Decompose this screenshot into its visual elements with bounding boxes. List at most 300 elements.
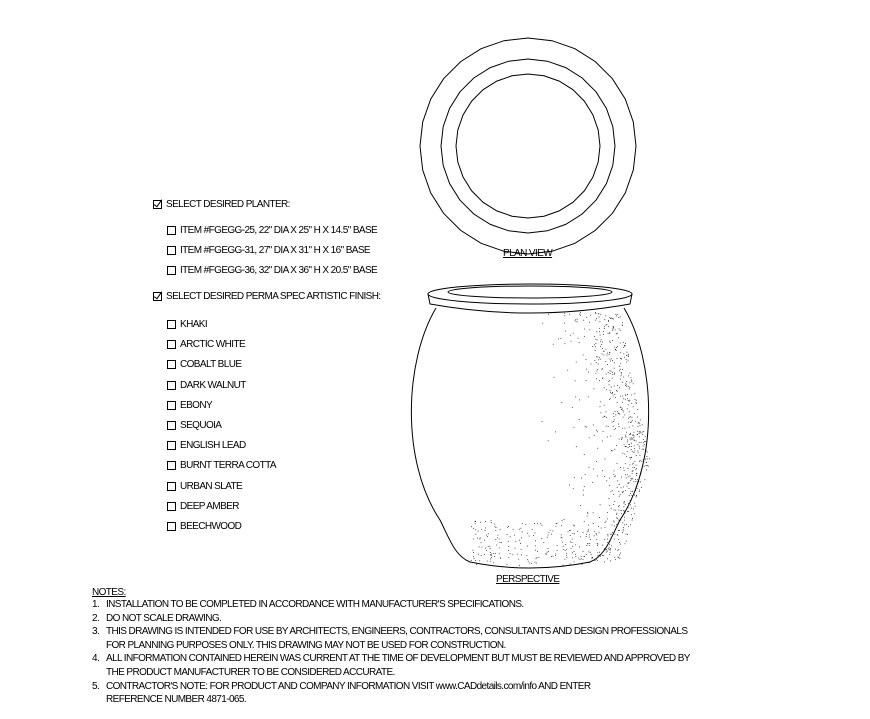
stipple-dot bbox=[622, 522, 623, 523]
stipple-dot bbox=[596, 356, 597, 357]
stipple-dot bbox=[514, 535, 515, 536]
stipple-dot bbox=[575, 321, 576, 322]
stipple-dot bbox=[488, 546, 489, 547]
stipple-dot bbox=[473, 539, 474, 540]
stipple-dot bbox=[597, 543, 598, 544]
option-checkbox[interactable] bbox=[167, 320, 176, 329]
stipple-dot bbox=[628, 507, 629, 508]
stipple-dot bbox=[586, 359, 587, 360]
stipple-dot bbox=[618, 539, 619, 540]
stipple-dot bbox=[585, 474, 586, 475]
planter-body bbox=[411, 308, 648, 568]
stipple-dot bbox=[614, 539, 615, 540]
stipple-dot bbox=[625, 385, 626, 386]
stipple-dot bbox=[611, 318, 612, 319]
stipple-dot bbox=[620, 553, 621, 554]
stipple-dot bbox=[486, 535, 487, 536]
stipple-dot bbox=[579, 342, 580, 343]
stipple-dot bbox=[553, 344, 554, 345]
option-checkbox[interactable] bbox=[167, 441, 176, 450]
notes-title: NOTES: bbox=[92, 587, 126, 598]
stipple-dot bbox=[609, 505, 610, 506]
stipple-dot bbox=[491, 555, 492, 556]
stipple-dot bbox=[634, 451, 635, 452]
stipple-dot bbox=[632, 439, 633, 440]
stipple-dot bbox=[608, 326, 609, 327]
stipple-dot bbox=[608, 321, 609, 322]
option-label: ITEM #FGEGG-36, 32" DIA X 36" H X 20.5" BASE bbox=[180, 265, 378, 277]
stipple-dot bbox=[596, 534, 597, 535]
stipple-dot bbox=[564, 315, 565, 316]
stipple-dot bbox=[612, 360, 613, 361]
stipple-dot bbox=[584, 454, 585, 455]
stipple-dot bbox=[586, 536, 587, 537]
stipple-dot bbox=[623, 398, 624, 399]
stipple-dot bbox=[508, 550, 509, 551]
stipple-dot bbox=[612, 340, 613, 341]
option-label: EBONY bbox=[180, 399, 213, 411]
stipple-dot bbox=[535, 546, 536, 547]
stipple-dot bbox=[597, 557, 598, 558]
stipple-dot bbox=[622, 409, 623, 410]
option-checkbox[interactable] bbox=[167, 421, 176, 430]
stipple-dot bbox=[614, 368, 615, 369]
stipple-dot bbox=[572, 539, 573, 540]
stipple-dot bbox=[643, 442, 644, 443]
stipple-dot bbox=[561, 338, 562, 339]
stipple-dot bbox=[571, 548, 572, 549]
stipple-dot bbox=[629, 446, 630, 447]
stipple-dot bbox=[473, 556, 474, 557]
stipple-dot bbox=[599, 328, 600, 329]
option-checkbox[interactable] bbox=[167, 226, 176, 235]
stipple-dot bbox=[605, 527, 606, 528]
stipple-dot bbox=[578, 558, 579, 559]
stipple-dot bbox=[540, 523, 541, 524]
stipple-dot bbox=[555, 432, 556, 433]
stipple-dot bbox=[599, 331, 600, 332]
stipple-dot bbox=[584, 336, 585, 337]
stipple-dot bbox=[586, 369, 587, 370]
stipple-dot bbox=[490, 561, 491, 562]
stipple-dot bbox=[637, 479, 638, 480]
stipple-dot bbox=[607, 355, 608, 356]
stipple-dot bbox=[566, 555, 567, 556]
stipple-dot bbox=[507, 564, 508, 565]
stipple-dot bbox=[608, 320, 609, 321]
stipple-dot bbox=[594, 535, 595, 536]
stipple-dot bbox=[478, 531, 479, 532]
option-checkbox[interactable] bbox=[167, 246, 176, 255]
stipple-dot bbox=[634, 440, 635, 441]
stipple-dot bbox=[631, 446, 632, 447]
stipple-dot bbox=[604, 549, 605, 550]
stipple-dot bbox=[619, 366, 620, 367]
stipple-dot bbox=[622, 438, 623, 439]
stipple-dot bbox=[475, 521, 476, 522]
stipple-dot bbox=[648, 466, 649, 467]
stipple-dot bbox=[610, 548, 611, 549]
stipple-dot bbox=[630, 493, 631, 494]
option-checkbox[interactable] bbox=[167, 381, 176, 390]
stipple-dot bbox=[633, 383, 634, 384]
stipple-dot bbox=[521, 549, 522, 550]
stipple-dot bbox=[625, 428, 626, 429]
stipple-dot bbox=[491, 522, 492, 523]
stipple-dot bbox=[611, 387, 612, 388]
stipple-dot bbox=[616, 524, 617, 525]
stipple-dot bbox=[618, 413, 619, 414]
note-text: FOR PLANNING PURPOSES ONLY. THIS DRAWING MAY NOT BE USED FOR CONSTRUCTION. bbox=[106, 639, 506, 651]
stipple-dot bbox=[495, 553, 496, 554]
surface-stipple bbox=[471, 312, 650, 566]
stipple-dot bbox=[624, 520, 625, 521]
stipple-dot bbox=[580, 505, 581, 506]
stipple-dot bbox=[529, 536, 530, 537]
stipple-dot bbox=[620, 467, 621, 468]
stipple-dot bbox=[543, 542, 544, 543]
stipple-dot bbox=[617, 513, 618, 514]
stipple-dot bbox=[617, 346, 618, 347]
stipple-dot bbox=[630, 480, 631, 481]
stipple-dot bbox=[616, 390, 617, 391]
stipple-dot bbox=[623, 412, 624, 413]
stipple-dot bbox=[590, 315, 591, 316]
stipple-dot bbox=[583, 320, 584, 321]
stipple-dot bbox=[583, 559, 584, 560]
stipple-dot bbox=[625, 463, 626, 464]
stipple-dot bbox=[595, 339, 596, 340]
select-planter-checkbox[interactable] bbox=[153, 200, 162, 209]
stipple-dot bbox=[631, 395, 632, 396]
stipple-dot bbox=[620, 363, 621, 364]
stipple-dot bbox=[604, 326, 605, 327]
stipple-dot bbox=[546, 554, 547, 555]
stipple-dot bbox=[600, 335, 601, 336]
stipple-dot bbox=[641, 471, 642, 472]
stipple-dot bbox=[626, 446, 627, 447]
stipple-dot bbox=[632, 464, 633, 465]
stipple-dot bbox=[588, 513, 589, 514]
stipple-dot bbox=[494, 524, 495, 525]
stipple-dot bbox=[575, 397, 576, 398]
stipple-dot bbox=[607, 437, 608, 438]
note-text: REFERENCE NUMBER 4871-065. bbox=[106, 694, 247, 706]
stipple-dot bbox=[642, 424, 643, 425]
stipple-dot bbox=[565, 331, 566, 332]
stipple-dot bbox=[632, 438, 633, 439]
stipple-dot bbox=[610, 390, 611, 391]
stipple-dot bbox=[581, 558, 582, 559]
stipple-dot bbox=[473, 528, 474, 529]
stipple-dot bbox=[624, 503, 625, 504]
stipple-dot bbox=[557, 545, 558, 546]
stipple-dot bbox=[635, 490, 636, 491]
stipple-dot bbox=[645, 441, 646, 442]
stipple-dot bbox=[548, 548, 549, 549]
stipple-dot bbox=[609, 354, 610, 355]
stipple-dot bbox=[576, 362, 577, 363]
stipple-dot bbox=[496, 527, 497, 528]
option-checkbox[interactable] bbox=[167, 482, 176, 491]
stipple-dot bbox=[629, 482, 630, 483]
stipple-dot bbox=[629, 488, 630, 489]
stipple-dot bbox=[597, 369, 598, 370]
stipple-dot bbox=[613, 413, 614, 414]
stipple-dot bbox=[612, 372, 613, 373]
stipple-dot bbox=[522, 523, 523, 524]
stipple-dot bbox=[623, 453, 624, 454]
stipple-dot bbox=[599, 532, 600, 533]
stipple-dot bbox=[583, 495, 584, 496]
stipple-dot bbox=[616, 333, 617, 334]
stipple-dot bbox=[629, 495, 630, 496]
stipple-dot bbox=[628, 447, 629, 448]
stipple-dot bbox=[634, 413, 635, 414]
note-number: 1. bbox=[92, 599, 100, 610]
stipple-dot bbox=[577, 319, 578, 320]
stipple-dot bbox=[638, 482, 639, 483]
stipple-dot bbox=[635, 479, 636, 480]
stipple-dot bbox=[614, 362, 615, 363]
stipple-dot bbox=[597, 545, 598, 546]
stipple-dot bbox=[580, 559, 581, 560]
stipple-dot bbox=[475, 560, 476, 561]
stipple-dot bbox=[616, 518, 617, 519]
stipple-dot bbox=[604, 416, 605, 417]
stipple-dot bbox=[607, 539, 608, 540]
stipple-dot bbox=[643, 459, 644, 460]
stipple-dot bbox=[615, 397, 616, 398]
stipple-dot bbox=[558, 339, 559, 340]
stipple-dot bbox=[578, 338, 579, 339]
stipple-dot bbox=[564, 519, 565, 520]
option-label: COBALT BLUE bbox=[180, 359, 242, 371]
stipple-dot bbox=[642, 434, 643, 435]
stipple-dot bbox=[631, 381, 632, 382]
stipple-dot bbox=[594, 531, 595, 532]
stipple-dot bbox=[584, 556, 585, 557]
stipple-dot bbox=[598, 357, 599, 358]
stipple-dot bbox=[620, 379, 621, 380]
stipple-dot bbox=[596, 318, 597, 319]
option-checkbox[interactable] bbox=[167, 360, 176, 369]
stipple-dot bbox=[619, 370, 620, 371]
stipple-dot bbox=[639, 442, 640, 443]
stipple-dot bbox=[596, 378, 597, 379]
stipple-dot bbox=[620, 494, 621, 495]
option-checkbox[interactable] bbox=[167, 340, 176, 349]
stipple-dot bbox=[613, 521, 614, 522]
stipple-dot bbox=[639, 423, 640, 424]
stipple-dot bbox=[535, 540, 536, 541]
stipple-dot bbox=[623, 410, 624, 411]
stipple-dot bbox=[513, 554, 514, 555]
stipple-dot bbox=[614, 347, 615, 348]
stipple-dot bbox=[622, 322, 623, 323]
option-checkbox[interactable] bbox=[167, 502, 176, 511]
stipple-dot bbox=[635, 399, 636, 400]
stipple-dot bbox=[617, 391, 618, 392]
stipple-dot bbox=[610, 373, 611, 374]
stipple-dot bbox=[589, 543, 590, 544]
stipple-dot bbox=[589, 322, 590, 323]
stipple-dot bbox=[639, 448, 640, 449]
stipple-dot bbox=[628, 503, 629, 504]
stipple-dot bbox=[618, 530, 619, 531]
stipple-dot bbox=[626, 386, 627, 387]
stipple-dot bbox=[622, 369, 623, 370]
stipple-dot bbox=[589, 330, 590, 331]
stipple-dot bbox=[594, 435, 595, 436]
stipple-dot bbox=[614, 416, 615, 417]
stipple-dot bbox=[589, 552, 590, 553]
stipple-dot bbox=[602, 441, 603, 442]
stipple-dot bbox=[631, 457, 632, 458]
stipple-dot bbox=[600, 346, 601, 347]
stipple-dot bbox=[618, 549, 619, 550]
stipple-dot bbox=[632, 437, 633, 438]
stipple-dot bbox=[634, 513, 635, 514]
stipple-dot bbox=[586, 545, 587, 546]
stipple-dot bbox=[471, 560, 472, 561]
stipple-dot bbox=[622, 428, 623, 429]
stipple-dot bbox=[632, 496, 633, 497]
stipple-dot bbox=[614, 471, 615, 472]
stipple-dot bbox=[620, 396, 621, 397]
stipple-dot bbox=[570, 564, 571, 565]
stipple-dot bbox=[624, 357, 625, 358]
stipple-dot bbox=[573, 488, 574, 489]
stipple-dot bbox=[625, 490, 626, 491]
stipple-dot bbox=[608, 333, 609, 334]
stipple-dot bbox=[547, 537, 548, 538]
stipple-dot bbox=[626, 359, 627, 360]
stipple-dot bbox=[609, 370, 610, 371]
stipple-dot bbox=[630, 505, 631, 506]
stipple-dot bbox=[564, 323, 565, 324]
stipple-dot bbox=[638, 426, 639, 427]
stipple-dot bbox=[593, 469, 594, 470]
stipple-dot bbox=[643, 431, 644, 432]
stipple-dot bbox=[618, 557, 619, 558]
stipple-dot bbox=[630, 476, 631, 477]
stipple-dot bbox=[620, 544, 621, 545]
stipple-dot bbox=[634, 393, 635, 394]
stipple-dot bbox=[519, 565, 520, 566]
stipple-dot bbox=[567, 370, 568, 371]
stipple-dot bbox=[609, 478, 610, 479]
stipple-dot bbox=[617, 534, 618, 535]
stipple-dot bbox=[529, 563, 530, 564]
note-text: DO NOT SCALE DRAWING. bbox=[106, 612, 222, 624]
stipple-dot bbox=[610, 561, 611, 562]
stipple-dot bbox=[515, 541, 516, 542]
stipple-dot bbox=[584, 329, 585, 330]
stipple-dot bbox=[638, 452, 639, 453]
stipple-dot bbox=[630, 387, 631, 388]
stipple-dot bbox=[634, 503, 635, 504]
stipple-dot bbox=[589, 537, 590, 538]
stipple-dot bbox=[609, 498, 610, 499]
option-label: ARCTIC WHITE bbox=[180, 339, 246, 351]
stipple-dot bbox=[582, 564, 583, 565]
stipple-dot bbox=[602, 368, 603, 369]
option-checkbox[interactable] bbox=[167, 401, 176, 410]
stipple-dot bbox=[605, 522, 606, 523]
stipple-dot bbox=[495, 539, 496, 540]
option-checkbox[interactable] bbox=[167, 266, 176, 275]
stipple-dot bbox=[609, 549, 610, 550]
stipple-dot bbox=[471, 526, 472, 527]
stipple-dot bbox=[627, 474, 628, 475]
stipple-dot bbox=[602, 348, 603, 349]
stipple-dot bbox=[557, 523, 558, 524]
stipple-dot bbox=[599, 517, 600, 518]
stipple-dot bbox=[623, 510, 624, 511]
stipple-dot bbox=[600, 314, 601, 315]
stipple-dot bbox=[602, 342, 603, 343]
stipple-dot bbox=[627, 440, 628, 441]
stipple-dot bbox=[611, 450, 612, 451]
option-checkbox[interactable] bbox=[167, 522, 176, 531]
option-checkbox[interactable] bbox=[167, 461, 176, 470]
stipple-dot bbox=[588, 397, 589, 398]
stipple-dot bbox=[498, 535, 499, 536]
stipple-dot bbox=[583, 355, 584, 356]
stipple-dot bbox=[500, 558, 501, 559]
stipple-dot bbox=[617, 333, 618, 334]
option-label: URBAN SLATE bbox=[180, 480, 243, 492]
stipple-dot bbox=[638, 451, 639, 452]
stipple-dot bbox=[630, 434, 631, 435]
stipple-dot bbox=[574, 551, 575, 552]
select-planter-heading: SELECT DESIRED PLANTER: bbox=[166, 199, 290, 210]
stipple-dot bbox=[623, 468, 624, 469]
stipple-dot bbox=[561, 537, 562, 538]
stipple-dot bbox=[537, 523, 538, 524]
stipple-dot bbox=[630, 457, 631, 458]
stipple-dot bbox=[642, 432, 643, 433]
stipple-dot bbox=[623, 377, 624, 378]
stipple-dot bbox=[619, 554, 620, 555]
stipple-dot bbox=[624, 517, 625, 518]
stipple-dot bbox=[629, 427, 630, 428]
option-label: ITEM #FGEGG-25, 22" DIA X 25" H X 14.5" BASE bbox=[180, 225, 378, 236]
stipple-dot bbox=[583, 551, 584, 552]
stipple-dot bbox=[636, 473, 637, 474]
stipple-dot bbox=[598, 526, 599, 527]
stipple-dot bbox=[609, 384, 610, 385]
note-text: THE PRODUCT MANUFACTURER TO BE CONSIDERED ACCURATE. bbox=[106, 667, 395, 678]
stipple-dot bbox=[566, 553, 567, 554]
stipple-dot bbox=[633, 509, 634, 510]
stipple-dot bbox=[599, 317, 600, 318]
stipple-dot bbox=[513, 529, 514, 530]
stipple-dot bbox=[605, 315, 606, 316]
stipple-dot bbox=[605, 361, 606, 362]
stipple-dot bbox=[629, 401, 630, 402]
stipple-dot bbox=[647, 465, 648, 466]
stipple-dot bbox=[521, 538, 522, 539]
stipple-dot bbox=[629, 434, 630, 435]
stipple-dot bbox=[574, 525, 575, 526]
stipple-dot bbox=[633, 470, 634, 471]
stipple-dot bbox=[596, 362, 597, 363]
stipple-dot bbox=[604, 548, 605, 549]
option-label: DEEP AMBER bbox=[180, 500, 239, 512]
select-finish-checkbox[interactable] bbox=[153, 292, 162, 301]
